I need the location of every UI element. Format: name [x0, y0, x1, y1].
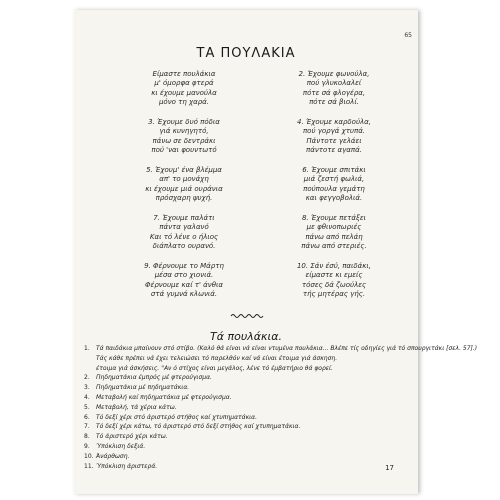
stanza-line: με φθινοπωριές — [306, 223, 362, 232]
stanza-line: πάνω από στεριές. — [301, 242, 367, 251]
stanza-line: μόνο τη χαρά. — [158, 98, 210, 107]
stanza-line: πάνω από πελάη — [305, 232, 363, 241]
poem-title: ΤΑ ΠΟΥΛΑΚΙΑ — [196, 46, 296, 61]
stanza-line: 2. Έχουμε φωνούλα, — [298, 70, 370, 78]
stanza-line: Είμαστε πουλάκια — [152, 70, 216, 78]
list-item — [84, 354, 414, 364]
list-item — [84, 452, 414, 462]
list-item — [84, 344, 478, 354]
stanza-line: κι έχουμε μιά ουράνια — [145, 184, 223, 193]
list-item — [84, 442, 414, 452]
stanza-line: πούπουλα γεμάτη — [303, 184, 365, 193]
note-number: 5. — [84, 403, 90, 411]
stanza-line: 4. Έχουμε καρδούλα, — [297, 118, 371, 126]
stanza-line: Πάντοτε γελάει — [306, 136, 362, 145]
stanza-line: πρόσχαρη ψυχή. — [155, 194, 213, 203]
stanza-line: πάνω σε δεντράκι — [152, 136, 216, 145]
stanza-8 — [264, 214, 404, 252]
stanza-line: γιά κυνηγητό, — [159, 127, 209, 136]
stanza-2 — [264, 70, 404, 108]
section-subtitle: Τά πουλάκια. — [210, 330, 282, 343]
note-text: Ύπόκλιση δεξιά. — [96, 442, 146, 450]
note-text: Τό άριστερό χέρι κάτω. — [96, 433, 168, 441]
list-item — [84, 422, 414, 432]
note-number: 11. — [84, 462, 94, 470]
stanza-line: πάντοτε αγαπά. — [306, 146, 362, 155]
stanza-line: διάπλατο ουρανό. — [152, 242, 216, 251]
note-number: 9. — [84, 442, 90, 450]
stanza-line: και φεγγοβολιά. — [305, 194, 363, 203]
stanza-line: πάντα γαλανό — [159, 223, 209, 232]
stanza-line: Και τό λένε ο ήλιος — [149, 232, 219, 241]
note-number: 8. — [84, 433, 90, 441]
stanza-line: πού 'ναι φουντωτό — [151, 146, 217, 155]
note-text: Άνάρθωση. — [96, 452, 130, 460]
note-text: Τό δεξί χέρι στό άριστερό στήθος καί χτυπηματάκια. — [96, 413, 258, 421]
note-text: έτοιμα γιά άσκήσεις. "Αν ό στίχος είναι μεγάλος, λένε τό έμβατήριο θά φορεί. — [96, 364, 333, 372]
stanza-line: Φέρνουμε καί τ' άνθια — [145, 280, 223, 289]
stanza-4 — [264, 118, 404, 156]
stanza-line: 10. Σάν έσύ, παιδάκι, — [296, 262, 372, 270]
stanza-1 — [114, 70, 254, 108]
stanza-line: πότε σά φλογέρα, — [302, 88, 366, 97]
stanza-line: 3. Έχουμε δυό πόδια — [148, 118, 220, 126]
decorative-wave-divider — [230, 312, 264, 320]
stanza-line: μιά ζεστή φωλιά, — [303, 175, 365, 184]
stanza-5 — [114, 166, 254, 204]
note-text: Τά παιδάκια μπαίνουν στό στίβο. (Καλό θά είναι νά είναι ντυμένα πουλάκια... Βλέπε τίς οδηγίες γιά τό σπουργιτάκι [σελ. 57].) — [96, 345, 478, 352]
stanza-line: 7. Έχουμε παλάτι — [153, 214, 215, 222]
note-number: 2. — [84, 374, 90, 382]
instructions-list — [84, 344, 478, 471]
stanza-line: πού γλυκολαλεί — [306, 79, 362, 88]
note-number: 1. — [84, 345, 90, 352]
note-number: 3. — [84, 384, 90, 392]
stanza-line: κι έχουμε μανούλα — [151, 88, 217, 97]
note-text: Τάς κάθε πρέπει νά έχει τελειώσει τό παρελθόν καί νά είναι έτοιμα γιά άσκηση. — [96, 354, 338, 362]
note-text: Μεταβολή, τά χέρια κάτω. — [96, 403, 177, 411]
book-page — [74, 10, 478, 494]
stanza-line: πού γοργά χτυπά. — [302, 127, 366, 136]
stanza-line: 9. Φέρνουμε το Μάρτη — [144, 262, 224, 270]
note-number: 7. — [84, 423, 90, 431]
stanza-line: τής μητέρας γής. — [302, 290, 366, 299]
list-item — [84, 373, 414, 383]
page-number-bottom: 17 — [385, 464, 394, 472]
list-item — [84, 432, 414, 442]
stanza-line: 6. Έχουμε σπιτάκι — [302, 166, 366, 174]
stanza-3 — [114, 118, 254, 156]
note-number — [84, 354, 96, 364]
note-number: 6. — [84, 413, 90, 421]
note-number: 10. — [84, 452, 94, 460]
note-text: Τό δεξί χέρι κάτω, τό άριστερό στό δεξί στήθος καί χτυπηματάκια. — [96, 423, 301, 431]
list-item — [84, 413, 414, 423]
stanza-line: απ' το μονάχη — [159, 175, 209, 184]
list-item — [84, 364, 414, 374]
stanza-line: 8. Έχουμε πετάξει — [301, 214, 367, 222]
stanza-line: 5. Έχουμ' ένα βλέμμα — [146, 166, 222, 174]
page-number-top: 65 — [404, 32, 412, 39]
stanza-9 — [114, 262, 254, 300]
list-item — [84, 383, 414, 393]
stanza-7 — [114, 214, 254, 252]
note-text: Πηδηματάκια έμπρός μέ φτερούγισμα. — [96, 374, 212, 382]
list-item — [84, 393, 414, 403]
note-text: Ύπόκλιση άριστερά. — [96, 462, 158, 470]
stanza-line: στά γυμνά κλωνιά. — [150, 290, 218, 299]
stanza-line: μέσα στο χιονιά. — [154, 271, 214, 280]
note-text: Μεταβολή καί πηδηματάκια μέ φτερούγισμα. — [96, 393, 232, 401]
list-item — [84, 403, 414, 413]
stanza-10 — [264, 262, 404, 300]
stanza-line: τόσες δά ζωούλες — [301, 280, 367, 289]
note-number — [84, 364, 96, 374]
stanza-line: πότε σά βιολί. — [309, 98, 359, 107]
stanza-6 — [264, 166, 404, 204]
stanza-line: είμαστε κι εμείς — [305, 271, 363, 280]
list-item — [84, 462, 414, 472]
stanza-line: μ' όμορφα φτερά — [154, 79, 214, 88]
note-number: 4. — [84, 393, 90, 401]
note-text: Πηδηματάκια μέ πηδηματάκια. — [96, 384, 190, 392]
